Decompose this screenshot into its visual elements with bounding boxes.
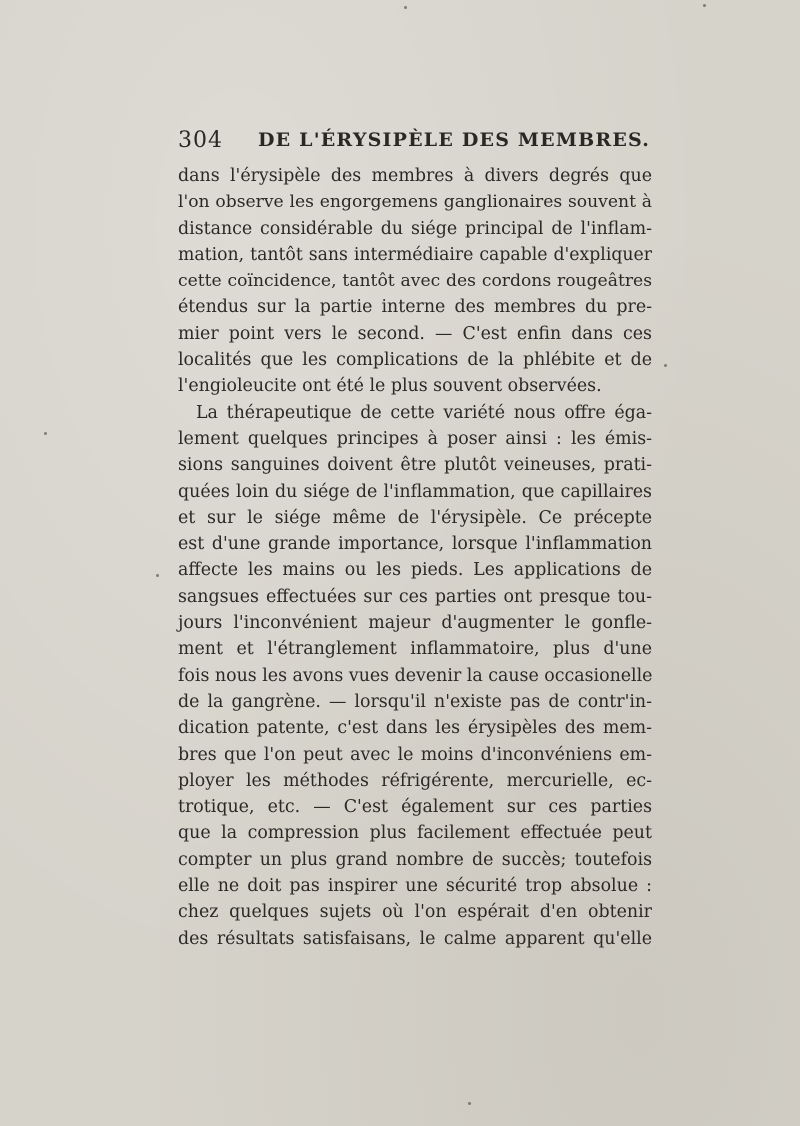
- text-line: et sur le siége même de l'érysipèle. Ce précepte: [178, 507, 652, 528]
- text-line: sangsues effectuées sur ces parties ont presque tou-: [178, 586, 652, 607]
- text-line: distance considérable du siége principal de l'inflam-: [178, 218, 652, 239]
- text-line: localités que les complications de la phlébite et de: [178, 350, 652, 371]
- paper-speck: [156, 574, 159, 577]
- paragraph-first-line: La thérapeutique de cette variété nous offre éga-: [196, 402, 652, 423]
- paper-speck: [404, 6, 407, 9]
- text-line: ment et l'étranglement inflammatoire, plus d'une: [178, 639, 652, 660]
- text-line: cette coïncidence, tantôt avec des cordons rougeâtres: [178, 271, 652, 292]
- text-line: fois nous les avons vues devenir la cause occasionelle: [178, 665, 653, 686]
- text-line: de la gangrène. — lorsqu'il n'existe pas de contr'in-: [178, 691, 652, 712]
- text-line: elle ne doit pas inspirer une sécurité trop absolue :: [178, 876, 652, 897]
- text-line: sions sanguines doivent être plutôt veineuses, prati-: [178, 455, 652, 476]
- text-line: lement quelques principes à poser ainsi : les émis-: [178, 428, 652, 449]
- text-line: l'engioleucite ont été le plus souvent observées.: [178, 376, 602, 397]
- text-line: des résultats satisfaisans, le calme apparent qu'elle: [178, 928, 652, 949]
- text-line: ployer les méthodes réfrigérente, mercurielle, ec-: [178, 770, 652, 791]
- paper-speck: [664, 364, 667, 367]
- text-line: trotique, etc. — C'est également sur ces parties: [178, 797, 652, 818]
- text-line: dication patente, c'est dans les érysipèles des mem-: [178, 718, 652, 739]
- text-line: l'on observe les engorgemens ganglionaires souvent à: [178, 192, 652, 213]
- text-line: chez quelques sujets où l'on espérait d'en obtenir: [178, 902, 652, 923]
- text-line: mation, tantôt sans intermédiaire capable d'expliquer: [178, 244, 652, 265]
- paper-speck: [468, 1102, 471, 1105]
- text-line: étendus sur la partie interne des membres du pre-: [178, 297, 652, 318]
- text-line: jours l'inconvénient majeur d'augmenter le gonfle-: [178, 613, 652, 634]
- page-header: [178, 128, 651, 158]
- text-line: compter un plus grand nombre de succès; toutefois: [178, 849, 652, 870]
- paper-speck: [44, 432, 47, 435]
- running-title: DE L'ÉRYSIPÈLE DES MEMBRES.: [258, 129, 651, 151]
- paper-speck: [703, 4, 706, 7]
- text-line: dans l'érysipèle des membres à divers degrés que: [178, 166, 652, 186]
- text-line: que la compression plus facilement effectuée peut: [178, 823, 652, 844]
- page-number: 304: [178, 128, 223, 153]
- text-line: bres que l'on peut avec le moins d'inconvéniens em-: [178, 744, 652, 765]
- text-line: affecte les mains ou les pieds. Les applications de: [178, 560, 652, 581]
- body-text: [178, 163, 652, 952]
- text-line: quées loin du siége de l'inflammation, que capillaires: [178, 481, 652, 502]
- text-line: mier point vers le second. — C'est enfin dans ces: [178, 323, 652, 344]
- text-line: est d'une grande importance, lorsque l'inflammation: [178, 534, 652, 555]
